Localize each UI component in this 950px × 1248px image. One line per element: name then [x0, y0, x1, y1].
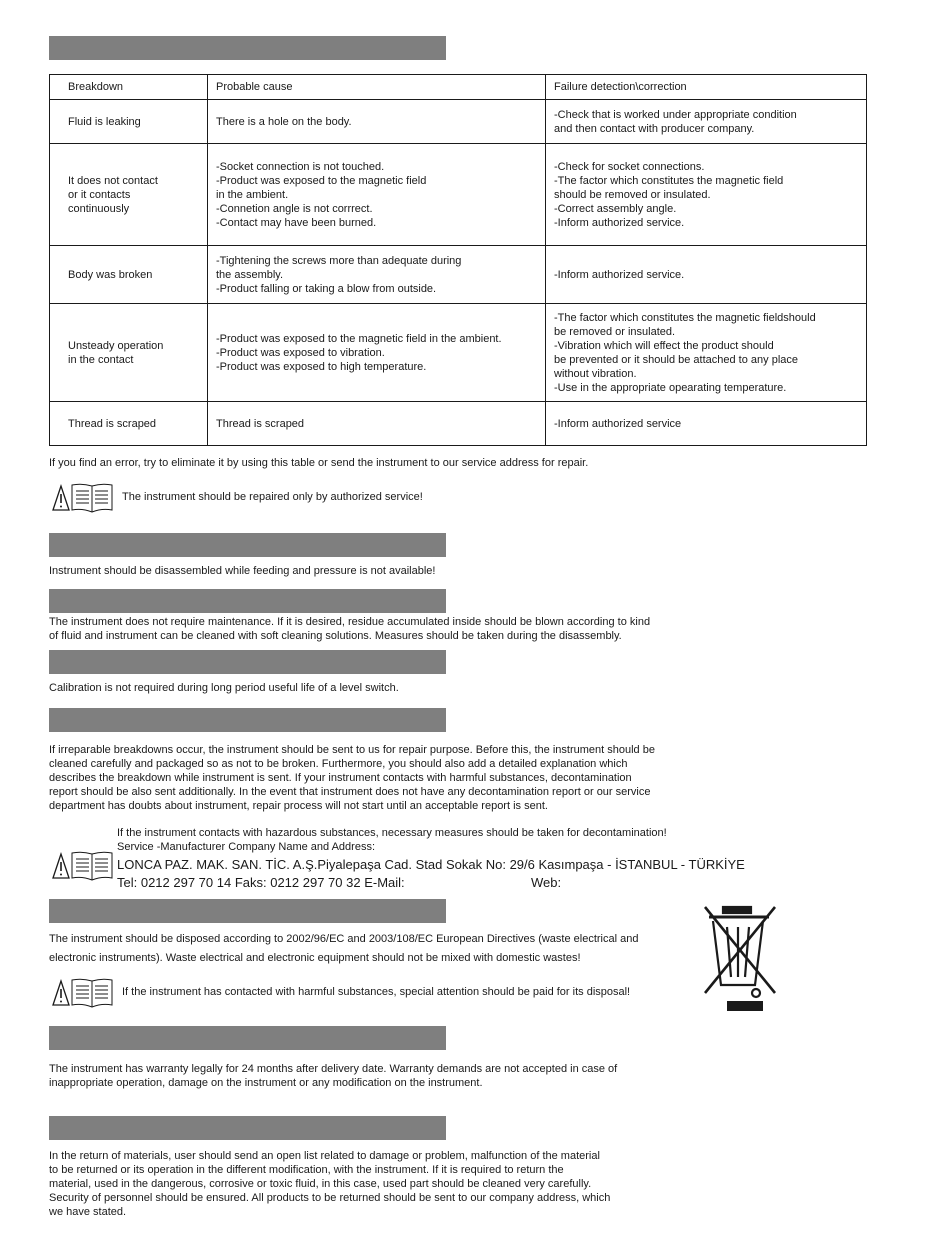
service-label: Service -Manufacturer Company Name and Address: [117, 841, 376, 853]
cell-cause: -Product was exposed to the magnetic field in the ambient. -Product was exposed to vibration. -Product was exposed to high temperature. [208, 304, 546, 402]
cell-correction: -Check that is worked under appropriate condition and then contact with producer company. [546, 100, 867, 144]
warning-triangle-icon [53, 854, 69, 878]
return-text: In the return of materials, user should send an open list related to damage or problem, malfunction of the material to be returned or its operation in the different modification, with the instrument. If it is required to return the material, used in the dangerous, corrosive or toxic fluid, in this case, used part should be cleaned very carefully. Security of personnel should be ensured. All products to be returned should be sent to our company address, which we have stated. [49, 1150, 611, 1218]
section-bar-troubleshooting [49, 36, 446, 60]
cell-correction: -Inform authorized service. [546, 246, 867, 304]
company-address: LONCA PAZ. MAK. SAN. TİC. A.Ş.Piyalepaşa Cad. Stad Sokak No: 29/6 Kasımpaşa - İSTANBUL - TÜRKİYE [117, 857, 745, 872]
cell-breakdown: Unsteady operation in the contact [50, 304, 208, 402]
table-row [50, 304, 867, 402]
table-row [50, 100, 867, 144]
cell-breakdown: It does not contact or it contacts continuously [50, 144, 208, 246]
warning-repair-text: The instrument should be repaired only by authorized service! [122, 491, 423, 503]
manual-book-icon [72, 484, 112, 512]
troubleshooting-table [49, 74, 867, 446]
header-probable-cause: Probable cause [208, 75, 546, 100]
manual-book-icon [72, 979, 112, 1007]
warning-manual-icon [52, 482, 114, 514]
cell-correction: -Inform authorized service [546, 402, 867, 446]
table-row [50, 246, 867, 304]
header-breakdown: Breakdown [50, 75, 208, 100]
cell-correction: -Check for socket connections. -The factor which constitutes the magnetic field should be removed or insulated. -Correct assembly angle. -Inform authorized service. [546, 144, 867, 246]
section-bar-repair [49, 708, 446, 732]
manual-book-icon [72, 852, 112, 880]
section-bar-return [49, 1116, 446, 1140]
cell-breakdown: Fluid is leaking [50, 100, 208, 144]
calibration-text: Calibration is not required during long period useful life of a level switch. [49, 682, 399, 694]
cell-cause: -Socket connection is not touched. -Product was exposed to the magnetic field in the ambient. -Connetion angle is not corrrect. -Contact may have been burned. [208, 144, 546, 246]
warning-triangle-icon [53, 486, 69, 510]
company-contact: Tel: 0212 297 70 14 Faks: 0212 297 70 32 E-Mail: [117, 875, 405, 890]
section-bar-maintenance [49, 589, 446, 613]
after-table-note: If you find an error, try to eliminate it by using this table or send the instrument to our service address for repair. [49, 457, 589, 469]
cell-cause: There is a hole on the body. [208, 100, 546, 144]
section-bar-disassembly [49, 533, 446, 557]
maintenance-text: The instrument does not require maintenance. If it is desired, residue accumulated inside should be blown according to kind of fluid and instrument can be cleaned with soft cleaning solutions. Measures should be taken during the disassembly. [49, 616, 651, 642]
section-bar-warranty [49, 1026, 446, 1050]
cell-cause: -Tightening the screws more than adequate during the assembly. -Product falling or taking a blow from outside. [208, 246, 546, 304]
disassembly-text: Instrument should be disassembled while feeding and pressure is not available! [49, 565, 436, 577]
hazard-note: If the instrument contacts with hazardous substances, necessary measures should be taken for decontamination! [117, 827, 667, 839]
section-bar-calibration [49, 650, 446, 674]
disposal-text: The instrument should be disposed according to 2002/96/EC and 2003/108/EC European Directives (waste electrical and electronic instruments). Waste electrical and electronic equipment should not be mixed with domestic wastes! [49, 933, 639, 964]
table-row [50, 144, 867, 246]
cell-correction: -The factor which constitutes the magnetic fieldshould be removed or insulated. -Vibration which will effect the product should be prevented or it should be attached to any place without vibration. -Use in the appropriate opearating temperature. [546, 304, 867, 402]
warning-manual-icon [52, 977, 114, 1009]
web-label: Web: [531, 875, 562, 890]
cell-cause: Thread is scraped [208, 402, 546, 446]
section-bar-disposal [49, 899, 446, 923]
warning-manual-icon [52, 850, 114, 882]
warranty-text: The instrument has warranty legally for 24 months after delivery date. Warranty demands are not accepted in case of inappropriate operation, damage on the instrument or any modification on the instrument. [49, 1063, 618, 1089]
cell-breakdown: Body was broken [50, 246, 208, 304]
crossed-out-bin-icon [703, 905, 777, 1013]
cell-breakdown: Thread is scraped [50, 402, 208, 446]
table-header-row [50, 75, 867, 100]
disposal-warning-text: If the instrument has contacted with harmful substances, special attention should be paid for its disposal! [122, 986, 631, 998]
repair-text: If irreparable breakdowns occur, the instrument should be sent to us for repair purpose. Before this, the instrument should be cleaned carefully and packaged so as not to be broken. Furthermore, you should also add a detailed explanation which describes the breakdown while instrument is sent. If your instrument contacts with harmful substances, decontamination report should be also sent additionally. In the event that instrument does not have any decontamination report or our service department has doubts about instrument, repair process will not start until an acceptable report is sent. [49, 744, 655, 812]
table-row [50, 402, 867, 446]
warning-triangle-icon [53, 981, 69, 1005]
header-failure-correction: Failure detection\correction [546, 75, 867, 100]
